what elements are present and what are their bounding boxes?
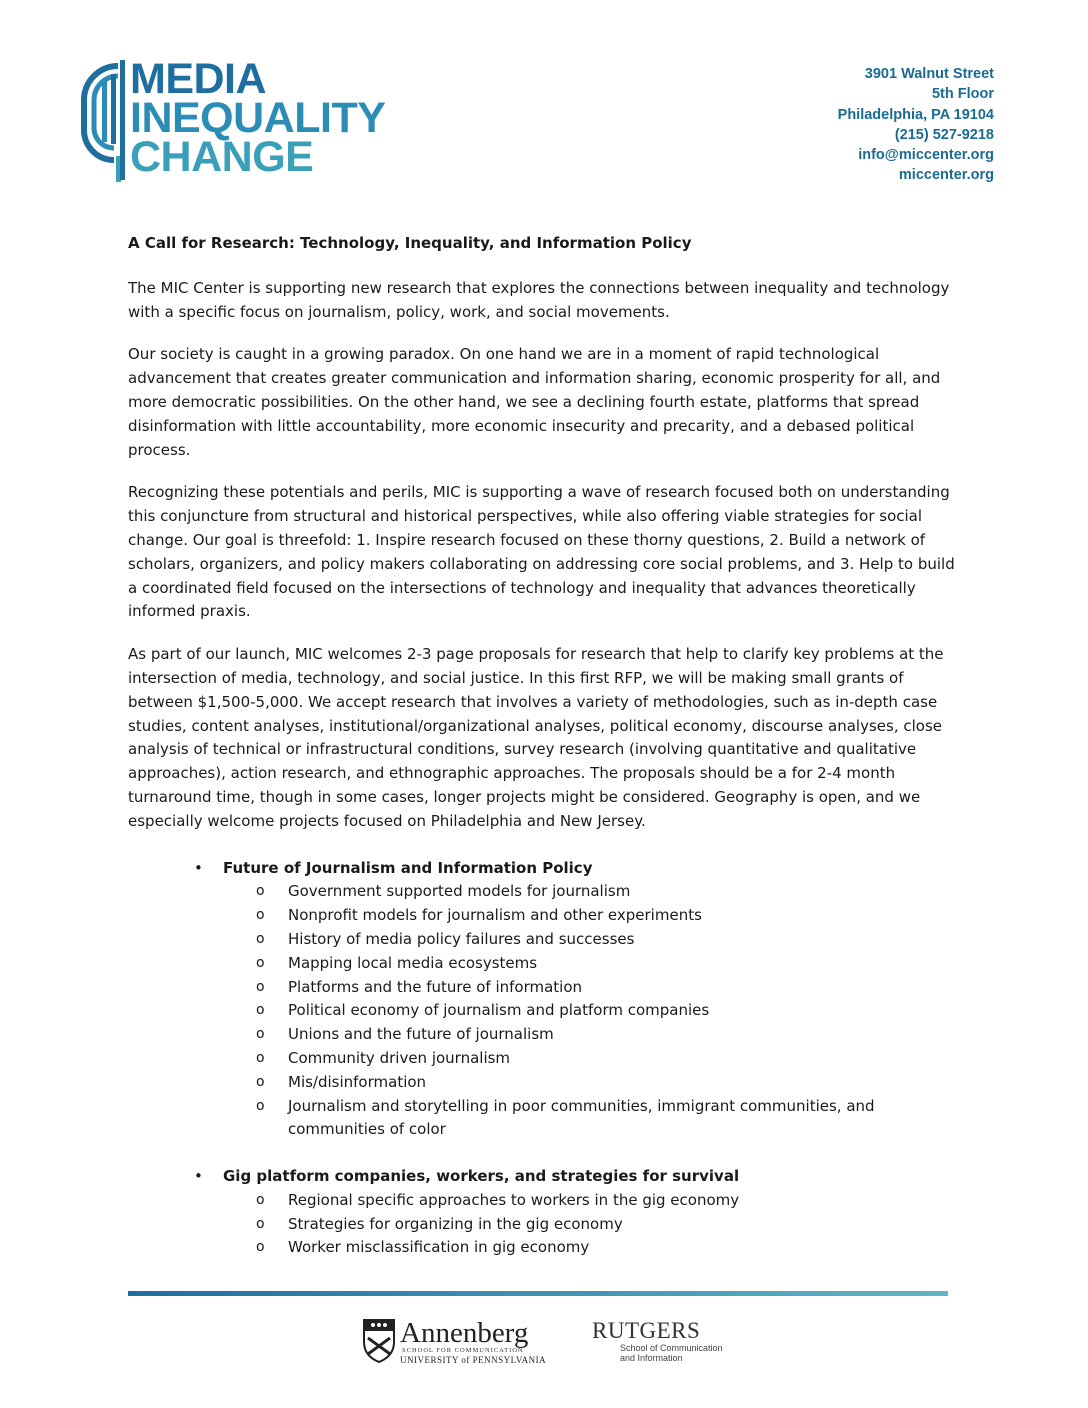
sub-bullet-icon: o bbox=[256, 883, 265, 900]
topic-heading-gig bbox=[128, 1165, 968, 1189]
sub-bullet-icon: o bbox=[256, 907, 265, 924]
address-city: Philadelphia, PA 19104 bbox=[837, 106, 994, 123]
spacer bbox=[128, 1142, 968, 1165]
list-item-text: History of media policy failures and successes bbox=[288, 929, 635, 948]
logo-line-change: CHANGE bbox=[130, 133, 314, 181]
rutgers-logo bbox=[592, 1318, 732, 1368]
list-item-text: Platforms and the future of information bbox=[288, 977, 583, 996]
penn-shield-icon bbox=[362, 1318, 396, 1364]
list-item bbox=[128, 1095, 968, 1143]
list-item bbox=[128, 1213, 968, 1237]
list-item-text: Mis/disinformation bbox=[288, 1072, 427, 1091]
paragraph-paradox: Our society is caught in a growing paradox. On one hand we are in a moment of rapid technological advancement that creates greater communication and information sharing, economic prosperity for all, and more democratic possibilities. On the other hand, we see a declining fourth estate, platforms that spread disinformation with little accountability, more economic insecurity and precarity, and a debased political process. bbox=[128, 345, 941, 459]
sub-bullet-icon: o bbox=[256, 978, 265, 995]
list-item bbox=[128, 1189, 968, 1213]
annenberg-university: UNIVERSITY of PENNSYLVANIA bbox=[400, 1355, 547, 1365]
address-website[interactable]: miccenter.org bbox=[898, 167, 994, 184]
list-item bbox=[128, 1236, 968, 1260]
contact-address bbox=[838, 64, 994, 186]
paragraph-proposals: As part of our launch, MIC welcomes 2-3 page proposals for research that help to clarify key problems at the intersection of media, technology, and social justice. In this first RFP, we will be making small grants of between $1,500-5,000. We accept research that involves a variety of methodologies, such as in-depth case studies, content analyses, institutional/organizational analyses, political economy, discourse analyses, close analysis of technical or infrastructural conditions, survey research (involving quantitative and qualitative approaches), action research, and ethnographic approaches. The proposals should be a for 2-4 month turnaround time, though in some cases, longer projects might be considered. Geography is open, and we especially welcome projects focused on Philadelphia and New Jersey. bbox=[128, 645, 944, 830]
annenberg-logo bbox=[362, 1317, 547, 1366]
topic-heading-label: Gig platform companies, workers, and strategies for survival bbox=[223, 1167, 740, 1186]
list-item-text: Community driven journalism bbox=[288, 1048, 511, 1067]
rutgers-name: RUTGERS bbox=[592, 1318, 701, 1343]
sub-bullet-icon: o bbox=[256, 1073, 265, 1090]
paragraph-intro: The MIC Center is supporting new research that explores the connections between inequality and technology with a specific focus on journalism, policy, work, and social movements. bbox=[128, 278, 950, 321]
mic-logo bbox=[78, 55, 408, 184]
list-item-text: Mapping local media ecosystems bbox=[288, 953, 538, 972]
annenberg-school: SCHOOL FOR COMMUNICATION bbox=[402, 1347, 524, 1354]
address-phone: (215) 527-9218 bbox=[894, 126, 994, 143]
sub-bullet-icon: o bbox=[256, 1097, 265, 1114]
sub-bullet-icon: o bbox=[256, 954, 265, 971]
address-email[interactable]: info@miccenter.org bbox=[858, 147, 994, 164]
mic-emblem-icon bbox=[78, 60, 130, 184]
list-item-text: Regional specific approaches to workers in the gig economy bbox=[288, 1190, 740, 1209]
document-body bbox=[128, 232, 968, 1260]
topic-list-gig bbox=[128, 1189, 968, 1260]
paragraph-goals: Recognizing these potentials and perils, MIC is supporting a wave of research focused both on understanding this conjuncture from structural and historical perspectives, while also offering viable strategies for social change. Our goal is threefold: 1. Inspire research focused on these thorny questions, 2. Build a network of scholars, organizers, and policy makers collaborating on addressing core social problems, and 3. Help to build a coordinated field focused on the intersections of technology and inequality that advances theoretically informed praxis. bbox=[128, 483, 955, 621]
topic-list-journalism bbox=[128, 880, 968, 1142]
address-floor: 5th Floor bbox=[931, 86, 994, 103]
list-item bbox=[128, 904, 968, 928]
list-item bbox=[128, 976, 968, 1000]
logo-line-media: MEDIA bbox=[130, 55, 267, 103]
topic-heading-journalism bbox=[128, 857, 968, 881]
sub-bullet-icon: o bbox=[256, 1191, 265, 1208]
list-item bbox=[128, 880, 968, 904]
sub-bullet-icon: o bbox=[256, 1002, 265, 1019]
list-item bbox=[128, 928, 968, 952]
sub-bullet-icon: o bbox=[256, 1239, 265, 1256]
list-item-text: Strategies for organizing in the gig economy bbox=[288, 1214, 623, 1233]
rutgers-school: School of Communication and Information bbox=[620, 1343, 723, 1363]
list-item bbox=[128, 952, 968, 976]
list-item bbox=[128, 1047, 968, 1071]
list-item bbox=[128, 999, 968, 1023]
sub-bullet-icon: o bbox=[256, 1049, 265, 1066]
list-item-text: Worker misclassification in gig economy bbox=[288, 1238, 590, 1257]
list-item-text: Unions and the future of journalism bbox=[288, 1025, 554, 1044]
footer-divider bbox=[128, 1291, 948, 1296]
list-item bbox=[128, 1023, 968, 1047]
address-street: 3901 Walnut Street bbox=[864, 66, 994, 82]
sub-bullet-icon: o bbox=[256, 930, 265, 947]
list-item-text: Journalism and storytelling in poor communities, immigrant communities, and communities of color bbox=[288, 1096, 875, 1139]
bullet-icon: • bbox=[194, 1167, 203, 1186]
annenberg-name: Annenberg bbox=[400, 1317, 529, 1349]
bullet-icon: • bbox=[194, 858, 203, 877]
logo-line-inequality: INEQUALITY bbox=[130, 94, 386, 142]
sub-bullet-icon: o bbox=[256, 1026, 265, 1043]
sub-bullet-icon: o bbox=[256, 1215, 265, 1232]
topic-heading-label: Future of Journalism and Information Policy bbox=[223, 858, 593, 877]
list-item-text: Government supported models for journalism bbox=[288, 882, 631, 901]
list-item-text: Nonprofit models for journalism and other experiments bbox=[288, 906, 702, 925]
list-item-text: Political economy of journalism and platform companies bbox=[288, 1001, 710, 1020]
list-item bbox=[128, 1071, 968, 1095]
document-title: A Call for Research: Technology, Inequality, and Information Policy bbox=[128, 234, 692, 252]
